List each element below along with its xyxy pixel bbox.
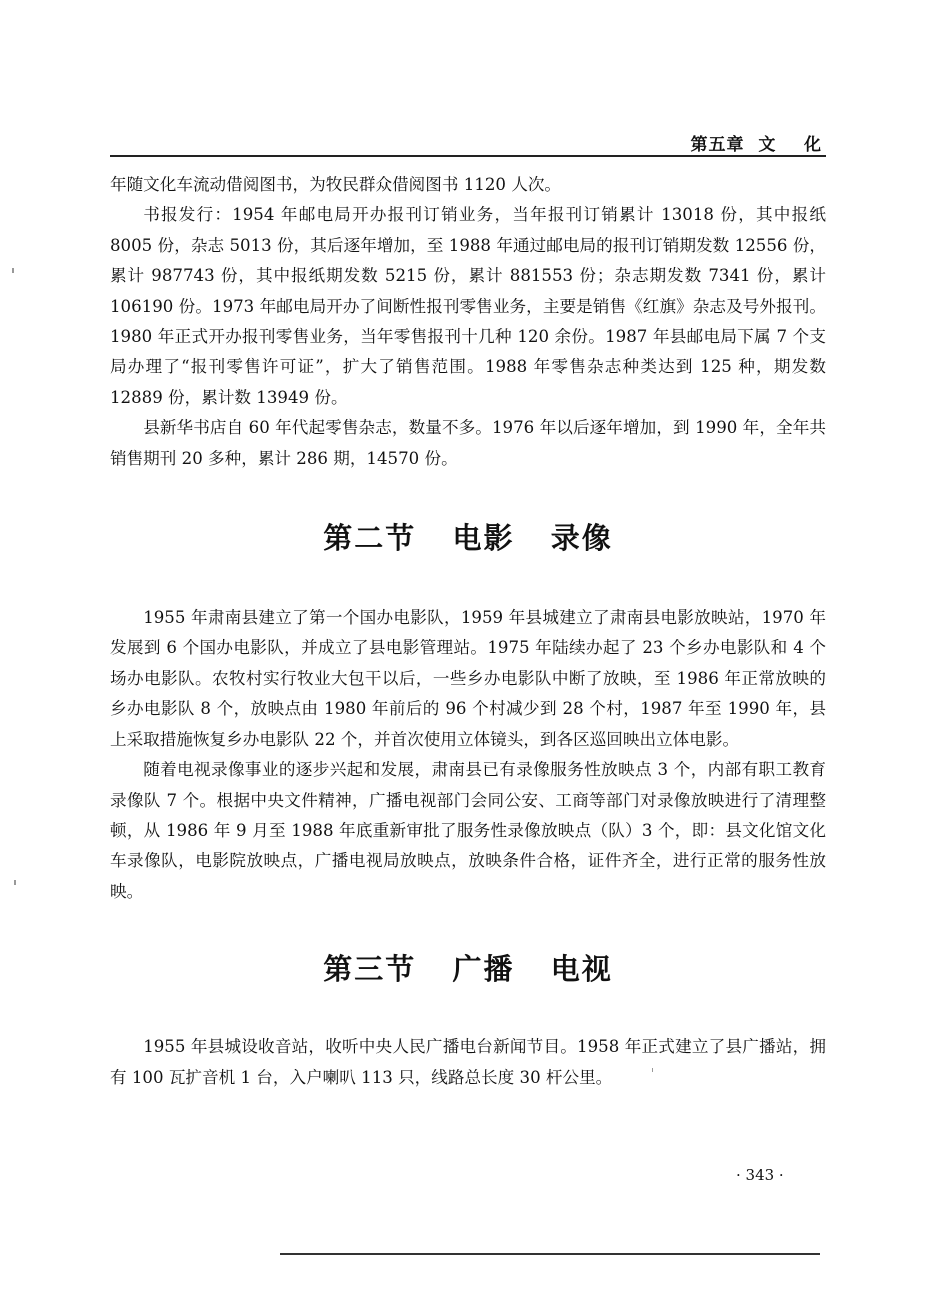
header-rule xyxy=(110,155,826,157)
page-body xyxy=(110,170,826,1093)
chapter-header: 第五章 文 化 xyxy=(690,135,822,155)
section-title-film-video: 第二节 电影 录像 xyxy=(323,521,613,556)
bottom-rule xyxy=(280,1253,820,1255)
paragraph-radio: 1955 年县城设收音站，收听中央人民广播电台新闻节目。1958 年正式建立了县广播站，拥有 100 瓦扩音机 1 台，入户喇叭 113 只，线路总长度 30 杆公里。 xyxy=(110,1037,826,1087)
paragraph-continued: 年随文化车流动借阅图书，为牧民群众借阅图书 1120 人次。 xyxy=(110,175,562,194)
section-title-radio-tv: 第三节 广播 电视 xyxy=(323,952,613,987)
scan-speck xyxy=(12,268,14,273)
scan-speck xyxy=(14,880,16,885)
paragraph-xinhua-bookstore: 县新华书店自 60 年代起零售杂志，数量不多。1976 年以后逐年增加，到 1990 年，全年共销售期刊 20 多种，累计 286 期，14570 份。 xyxy=(110,418,826,468)
page-number: · 343 · xyxy=(736,1166,784,1184)
paragraph-film: 1955 年肃南县建立了第一个国办电影队，1959 年县城建立了肃南县电影放映站，1970 年发展到 6 个国办电影队，并成立了县电影管理站。1975 年陆续办起了 23 个乡办电影队和 4 个场办电影队。农牧村实行牧业大包干以后，一些乡办电影队中断了放映，至 1986 年正常放映的乡办电影队 8 个，放映点由 1980 年前后的 96 个村减少到 28 个村，1987 年至 1990 年，县上采取措施恢复乡办电影队 22 个，并首次使用立体镜头，到各区巡回映出立体电影。 xyxy=(110,608,826,749)
paragraph-book-distribution: 书报发行：1954 年邮电局开办报刊订销业务，当年报刊订销累计 13018 份，其中报纸 8005 份，杂志 5013 份，其后逐年增加，至 1988 年通过邮电局的报刊订销期发数 12556 份，累计 987743 份，其中报纸期发数 5215 份，累计 881553 份；杂志期发数 7341 份，累计 106190 份。1973 年邮电局开办了间断性报刊零售业务，主要是销售《红旗》杂志及号外报刊。1980 年正式开办报刊零售业务，当年零售报刊十几种 120 余份。1987 年县邮电局下属 7 个支局办理了“报刊零售许可证”，扩大了销售范围。1988 年零售杂志种类达到 125 种，期发数 12889 份，累计数 13949 份。 xyxy=(110,205,826,407)
scan-speck xyxy=(652,1068,653,1072)
paragraph-video: 随着电视录像事业的逐步兴起和发展，肃南县已有录像服务性放映点 3 个，内部有职工教育录像队 7 个。根据中央文件精神，广播电视部门会同公安、工商等部门对录像放映进行了清理整顿，从 1986 年 9 月至 1988 年底重新审批了服务性录像放映点（队）3 个，即：县文化馆文化车录像队，电影院放映点，广播电视局放映点，放映条件合格，证件齐全，进行正常的服务性放映。 xyxy=(110,760,826,901)
